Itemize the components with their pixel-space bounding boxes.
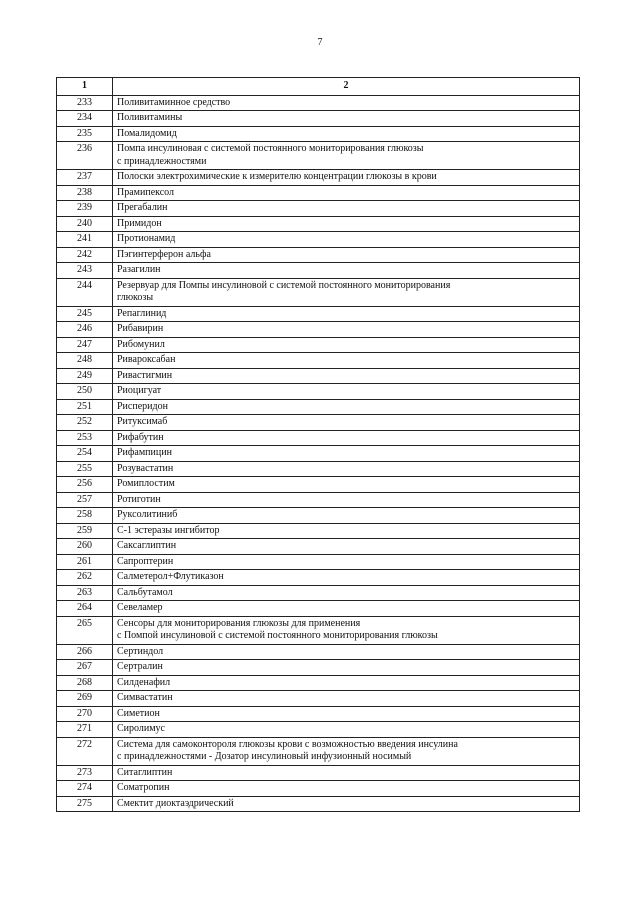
item-name-line: Репаглинид xyxy=(117,307,167,319)
table-row xyxy=(57,585,580,601)
item-name-cell xyxy=(113,353,580,369)
item-name-cell xyxy=(113,675,580,691)
row-number-cell: 274 xyxy=(57,781,113,797)
table-row xyxy=(57,523,580,539)
item-name-line: Руксолитиниб xyxy=(117,509,178,520)
table-row xyxy=(57,263,580,279)
item-name-line: Примидон xyxy=(117,217,162,229)
item-name-cell xyxy=(113,601,580,617)
item-name-line: Помпа инсулиновая с системой постоянного мониторирования глюкозы xyxy=(117,143,424,154)
item-name-cell xyxy=(113,95,580,111)
item-name-cell xyxy=(113,399,580,415)
row-number-cell: 271 xyxy=(57,722,113,738)
item-name-cell xyxy=(113,737,580,765)
row-number-cell: 264 xyxy=(57,601,113,617)
row-number-cell: 238 xyxy=(57,185,113,201)
item-name-line: Рисперидон xyxy=(117,400,168,412)
row-number-cell: 234 xyxy=(57,111,113,127)
item-name-cell xyxy=(113,616,580,644)
table-row xyxy=(57,570,580,586)
item-name-line: Риоцигуат xyxy=(117,385,162,396)
table-row xyxy=(57,415,580,431)
item-name-line: Прамипексол xyxy=(117,186,175,198)
item-name-cell xyxy=(113,492,580,508)
item-name-line: Разагилин xyxy=(117,264,161,275)
row-number-cell: 269 xyxy=(57,691,113,707)
item-name-cell xyxy=(113,539,580,555)
row-number-cell: 267 xyxy=(57,660,113,676)
table-row xyxy=(57,170,580,186)
item-name-cell xyxy=(113,523,580,539)
row-number-cell: 261 xyxy=(57,554,113,570)
item-name-line: Ривастигмин xyxy=(117,369,173,381)
item-name-line: Прегабалин xyxy=(117,202,168,213)
table-row xyxy=(57,461,580,477)
row-number-cell: 256 xyxy=(57,477,113,493)
table-body xyxy=(57,95,580,812)
item-name-cell xyxy=(113,201,580,217)
table-row xyxy=(57,644,580,660)
table-row xyxy=(57,126,580,142)
item-name-line: С-1 эстеразы ингибитор xyxy=(117,524,220,536)
page-number: 7 xyxy=(317,37,323,48)
row-number-cell: 253 xyxy=(57,430,113,446)
row-number-cell: 245 xyxy=(57,306,113,322)
item-name-cell xyxy=(113,508,580,524)
row-number-cell: 244 xyxy=(57,278,113,306)
row-number-cell: 260 xyxy=(57,539,113,555)
row-number-cell: 235 xyxy=(57,126,113,142)
item-name-line: с Помпой инсулиновой с системой постоянного мониторирования глюкозы xyxy=(117,630,438,641)
item-name-line: Силденафил xyxy=(117,676,171,688)
table-row xyxy=(57,446,580,462)
item-name-cell xyxy=(113,170,580,186)
item-name-cell xyxy=(113,446,580,462)
item-name-cell xyxy=(113,660,580,676)
item-name-line: Соматропин xyxy=(117,782,170,793)
row-number-cell: 254 xyxy=(57,446,113,462)
item-name-cell xyxy=(113,263,580,279)
table-row xyxy=(57,185,580,201)
table-row xyxy=(57,722,580,738)
item-name-line: с принадлежностями - Дозатор инсулиновый инфузионный носимый xyxy=(117,751,412,762)
item-name-cell xyxy=(113,796,580,812)
item-name-line: Сертралин xyxy=(117,661,163,672)
item-name-line: Смектит диоктаэдрический xyxy=(117,797,234,809)
item-name-line: Система для самоконтороля глюкозы крови с возможностью введения инсулина xyxy=(117,738,458,750)
item-name-cell xyxy=(113,126,580,142)
table-row xyxy=(57,111,580,127)
item-name-cell xyxy=(113,722,580,738)
row-number-cell: 250 xyxy=(57,384,113,400)
item-name-cell xyxy=(113,430,580,446)
table-row xyxy=(57,95,580,111)
table-row xyxy=(57,508,580,524)
item-name-cell xyxy=(113,322,580,338)
row-number-cell: 257 xyxy=(57,492,113,508)
table-row xyxy=(57,706,580,722)
table-row xyxy=(57,781,580,797)
row-number-cell: 236 xyxy=(57,142,113,170)
row-number-cell: 273 xyxy=(57,765,113,781)
row-number-cell: 243 xyxy=(57,263,113,279)
table-row xyxy=(57,737,580,765)
table-row xyxy=(57,306,580,322)
item-name-cell xyxy=(113,232,580,248)
table-row xyxy=(57,201,580,217)
table-row xyxy=(57,616,580,644)
table-row xyxy=(57,247,580,263)
row-number-cell: 255 xyxy=(57,461,113,477)
item-name-line: Сенсоры для мониторирования глюкозы для применения xyxy=(117,617,361,629)
drug-list-table xyxy=(56,77,580,812)
row-number-cell: 275 xyxy=(57,796,113,812)
item-name-line: Сиролимус xyxy=(117,723,165,734)
item-name-line: Полоски электрохимические к измерителю концентрации глюкозы в крови xyxy=(117,171,437,182)
row-number-cell: 233 xyxy=(57,95,113,111)
item-name-line: с принадлежностями xyxy=(117,155,207,167)
item-name-line: Поливитаминное средство xyxy=(117,96,231,108)
table-row xyxy=(57,796,580,812)
item-name-line: Сальбутамол xyxy=(117,586,173,598)
row-number-cell: 246 xyxy=(57,322,113,338)
row-number-cell: 247 xyxy=(57,337,113,353)
item-name-cell xyxy=(113,216,580,232)
table-row xyxy=(57,675,580,691)
item-name-cell xyxy=(113,644,580,660)
table-row xyxy=(57,232,580,248)
row-number-cell: 249 xyxy=(57,368,113,384)
item-name-cell xyxy=(113,570,580,586)
column-header-name: 2 xyxy=(113,78,580,96)
row-number-cell: 270 xyxy=(57,706,113,722)
table-header-row xyxy=(57,78,580,96)
row-number-cell: 268 xyxy=(57,675,113,691)
item-name-cell xyxy=(113,247,580,263)
table-row xyxy=(57,278,580,306)
item-name-line: Рибавирин xyxy=(117,323,164,334)
row-number-cell: 252 xyxy=(57,415,113,431)
item-name-cell xyxy=(113,185,580,201)
table-row xyxy=(57,322,580,338)
item-name-line: Саксаглиптин xyxy=(117,540,177,551)
item-name-line: Пэгинтерферон альфа xyxy=(117,248,211,260)
item-name-line: Помалидомид xyxy=(117,127,177,139)
table-row xyxy=(57,430,580,446)
row-number-cell: 259 xyxy=(57,523,113,539)
item-name-cell xyxy=(113,142,580,170)
item-name-line: Ротиготин xyxy=(117,493,161,505)
row-number-cell: 263 xyxy=(57,585,113,601)
item-name-line: Сапроптерин xyxy=(117,555,174,567)
table-row xyxy=(57,353,580,369)
table-row xyxy=(57,539,580,555)
table-row xyxy=(57,368,580,384)
item-name-line: Рифабутин xyxy=(117,431,164,443)
table-row xyxy=(57,765,580,781)
row-number-cell: 258 xyxy=(57,508,113,524)
item-name-line: Рибомунил xyxy=(117,338,165,350)
item-name-cell xyxy=(113,706,580,722)
row-number-cell: 251 xyxy=(57,399,113,415)
item-name-line: Салметерол+Флутиказон xyxy=(117,571,224,582)
item-name-cell xyxy=(113,461,580,477)
item-name-line: Севеламер xyxy=(117,602,163,613)
row-number-cell: 242 xyxy=(57,247,113,263)
item-name-cell xyxy=(113,554,580,570)
item-name-line: Ривароксабан xyxy=(117,354,176,365)
item-name-line: Резервуар для Помпы инсулиновой с системой постоянного мониторирования xyxy=(117,279,451,291)
item-name-line: глюкозы xyxy=(117,292,154,303)
table-row xyxy=(57,384,580,400)
item-name-cell xyxy=(113,368,580,384)
column-header-number: 1 xyxy=(57,78,113,96)
item-name-line: Ситаглиптин xyxy=(117,766,173,778)
item-name-cell xyxy=(113,337,580,353)
table-row xyxy=(57,337,580,353)
item-name-line: Протионамид xyxy=(117,233,176,244)
row-number-cell: 266 xyxy=(57,644,113,660)
item-name-line: Розувастатин xyxy=(117,462,174,474)
row-number-cell: 239 xyxy=(57,201,113,217)
row-number-cell: 240 xyxy=(57,216,113,232)
table-row xyxy=(57,216,580,232)
item-name-cell xyxy=(113,306,580,322)
item-name-cell xyxy=(113,415,580,431)
item-name-cell xyxy=(113,585,580,601)
item-name-cell xyxy=(113,477,580,493)
table-row xyxy=(57,492,580,508)
item-name-cell xyxy=(113,384,580,400)
item-name-line: Поливитамины xyxy=(117,112,183,123)
table-row xyxy=(57,691,580,707)
table-row xyxy=(57,142,580,170)
table-row xyxy=(57,601,580,617)
item-name-cell xyxy=(113,781,580,797)
row-number-cell: 265 xyxy=(57,616,113,644)
item-name-line: Симвастатин xyxy=(117,692,173,703)
row-number-cell: 248 xyxy=(57,353,113,369)
item-name-line: Ромиплостим xyxy=(117,478,175,489)
item-name-line: Сертиндол xyxy=(117,645,164,657)
row-number-cell: 237 xyxy=(57,170,113,186)
row-number-cell: 262 xyxy=(57,570,113,586)
item-name-cell xyxy=(113,691,580,707)
table-row xyxy=(57,477,580,493)
item-name-line: Симетион xyxy=(117,707,160,719)
row-number-cell: 241 xyxy=(57,232,113,248)
item-name-cell xyxy=(113,278,580,306)
table-row xyxy=(57,660,580,676)
item-name-cell xyxy=(113,111,580,127)
table-row xyxy=(57,554,580,570)
row-number-cell: 272 xyxy=(57,737,113,765)
item-name-line: Ритуксимаб xyxy=(117,416,168,427)
item-name-cell xyxy=(113,765,580,781)
item-name-line: Рифампицин xyxy=(117,447,172,458)
table-row xyxy=(57,399,580,415)
